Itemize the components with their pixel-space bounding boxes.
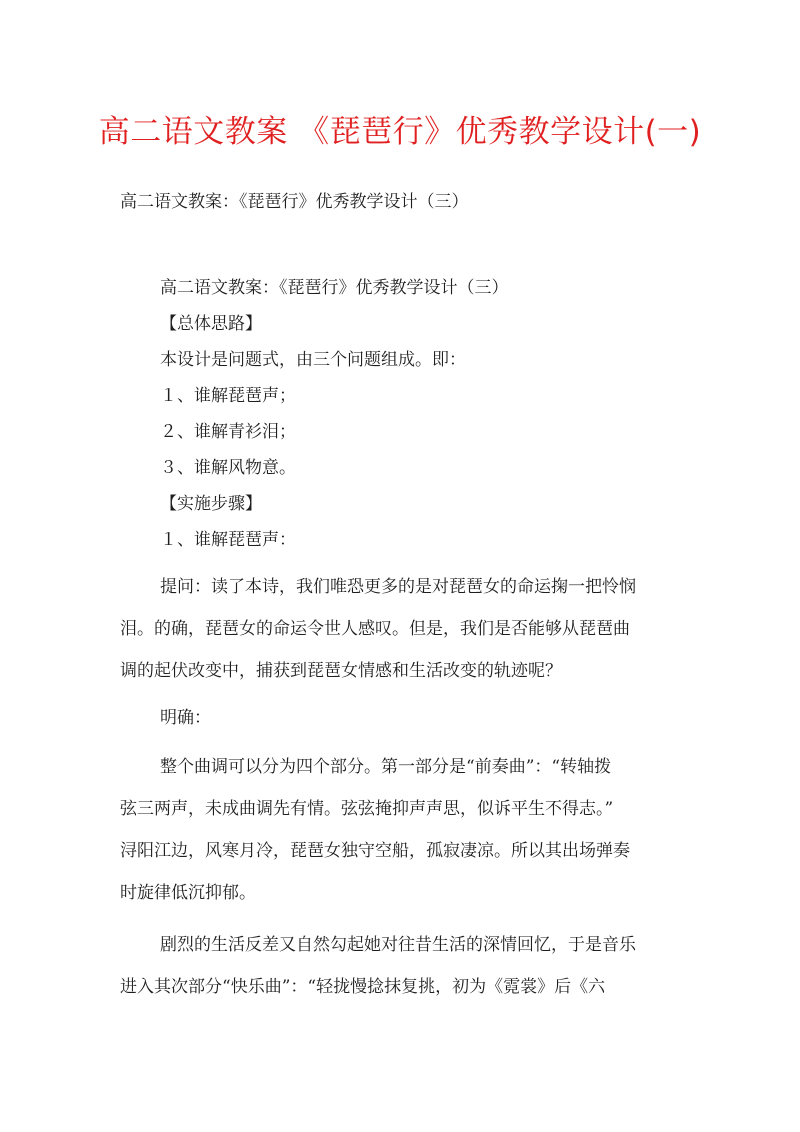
paragraph-line: 进入其次部分“快乐曲”：“轻拢慢捻抹复挑，初为《霓裳》后《六	[120, 977, 606, 997]
ask-line: 泪。的确，琵琶女的命运令世人感叹。但是，我们是否能够从琵琶曲	[120, 619, 630, 639]
paragraph-line: 时旋律低沉抑郁。	[120, 883, 256, 903]
paragraph-line: 浔阳江边，风寒月冷，琵琶女独守空船，孤寂凄凉。所以其出场弹奏	[120, 841, 630, 861]
document-title: 高二语文教案 《琵琶行》优秀教学设计(一)	[98, 114, 702, 150]
ask-line: 调的起伏改变中，捕获到琵琶女情感和生活改变的轨迹呢？	[120, 661, 562, 681]
paragraph-line: 弦三两声，未成曲调先有情。弦弦掩抑声声思，似诉平生不得志。”	[120, 799, 614, 819]
paragraph-two	[120, 924, 680, 1008]
ask-line: 提问：读了本诗，我们唯恐更多的是对琵琶女的命运掬一把怜悯	[160, 577, 636, 597]
section-overall-label: 【总体思路】	[160, 314, 262, 334]
paragraph-one	[120, 746, 680, 914]
question-item: １、谁解琵琶声；	[160, 386, 296, 406]
ask-paragraph	[120, 566, 680, 692]
question-item: ２、谁解青衫泪；	[160, 422, 296, 442]
clarify-label: 明确：	[160, 708, 211, 728]
document-subtitle: 高二语文教案：《琵琶行》优秀教学设计（三）	[120, 192, 469, 212]
section-steps-label: 【实施步骤】	[160, 494, 262, 514]
heading-repeat: 高二语文教案：《琵琶行》优秀教学设计（三）	[160, 278, 509, 298]
paragraph-line: 剧烈的生活反差又自然勾起她对往昔生活的深情回忆，于是音乐	[160, 935, 636, 955]
overall-intro: 本设计是问题式，由三个问题组成。即：	[160, 350, 466, 370]
question-item: ３、谁解风物意。	[160, 458, 296, 478]
step1-heading: １、谁解琵琶声：	[160, 530, 296, 550]
document-body	[120, 270, 680, 1008]
paragraph-line: 整个曲调可以分为四个部分。第一部分是“前奏曲”：“转轴拨	[160, 757, 612, 777]
